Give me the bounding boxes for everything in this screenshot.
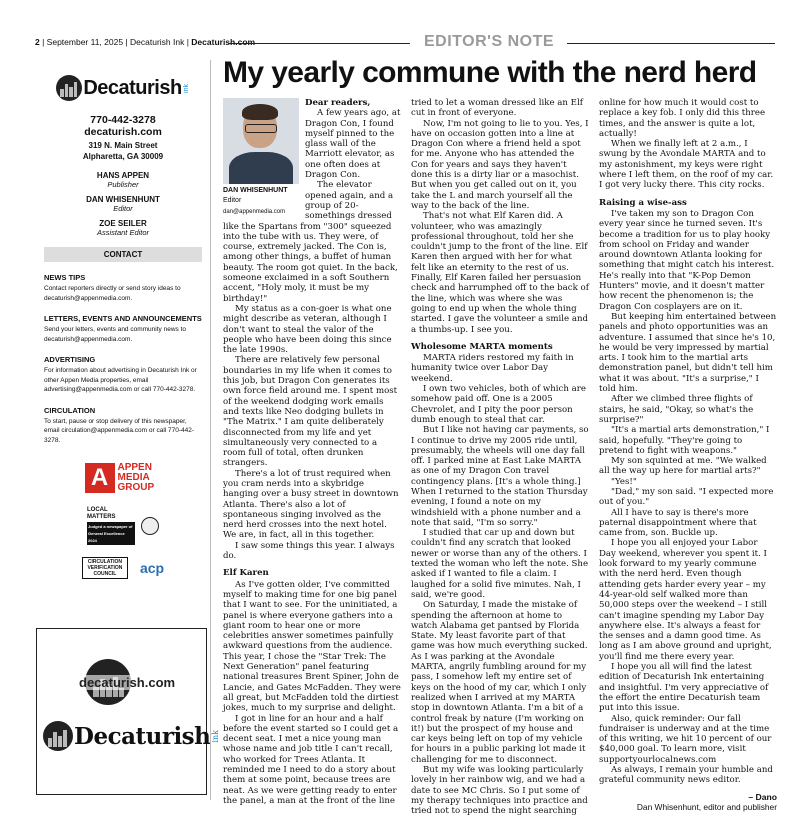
- paragraph: There's a lot of trust required when you cram nerds into a skybridge hanging over a busy street in downtown Atlanta. There's also a lot of spontaneous singing involved as the nerd herd crosses into the next hotel. We are, in fact, all in this together.: [223, 468, 399, 541]
- contact-heading: CONTACT: [44, 247, 202, 262]
- membership-badges: [44, 557, 202, 579]
- subhead: Raising a wise-ass: [599, 197, 687, 208]
- section-label: EDITOR'S NOTE: [423, 33, 555, 50]
- paragraph: I own two vehicles, both of which are somehow paid off. One is a 2005 Chevrolet, and I pity the poor person dumb enough to steal that car.: [411, 384, 586, 425]
- paragraph: After we climbed three flights of stairs, he said, "Okay, so what's the surprise?": [599, 394, 754, 425]
- paragraph: I've taken my son to Dragon Con every year since he turned seven. It's become a tradition for us to play hooky from school on Friday and wander around downtown Atlanta looking for something that might catch his interest. He's really into that "K-Pop Demon Hunters" movie, and it doesn't matter how recent the phenomenon is; the Dragon Con cosplayers are on it.: [599, 208, 775, 312]
- paragraph: Also, quick reminder: Our fall fundraiser is underway and at the time of this writing, we hit 10 percent of our $40,000 goal. To learn more, visit supportyourlocalnews.com: [599, 713, 772, 765]
- headline: My yearly commune with the nerd herd: [223, 56, 757, 89]
- paragraph: When we finally left at 2 a.m., I swung by the Avondale MARTA and to my astonishment, my keys were right where I left them, on the roof of my car. I got very lucky there. This city rocks.: [599, 139, 774, 191]
- subhead: Elf Karen: [223, 568, 269, 579]
- phone-number: 770-442-3278: [90, 114, 156, 126]
- folio: 2 | September 11, 2025 | Decaturish Ink | Decaturish.com: [35, 37, 256, 47]
- ad-site-text: decaturish.com: [79, 675, 176, 690]
- paragraph: I hope you all will find the latest edition of Decaturish Ink entertaining and insightful. I'm very appreciative of the effort the entire Decaturish team put into this issue.: [599, 662, 769, 714]
- header-rule-right: [567, 43, 775, 44]
- logo-suffix: ink: [182, 83, 190, 93]
- contact-text: For information about advertising in Decaturish Ink or other Appen Media properties, email advertising@appenmedia.com or call 770-442-3278.: [44, 367, 197, 393]
- paragraph: The elevator opened again, and a group of 20-somethings dressed like the Spartans from "300" squeezed into the tube with us. They were, of course, extremely jacked. The Con is, among other things, a buffet of human beauty. The room got quiet. In the back, someone exclaimed in a soft Southern accent, "Holy moly, it must be my birthday!": [223, 180, 398, 304]
- paragraph: But I like not having car payments, so I continue to drive my 2005 ride until, presumably, the wheels will one day fall off. I parked mine at East Lake MARTA as one of my Dragon Con travel contingency plans. [It's a whole thing.] When I returned to the station Thursday evening, I found a note on my windshield with a phone number and a note that said, "I'm so sorry.": [411, 425, 589, 528]
- circulation-verification-badge: CIRCULATION VERIFICATION COUNCIL: [82, 557, 128, 579]
- paragraph: My son squinted at me. "We walked all the way up here for martial arts?": [599, 456, 767, 477]
- author-photo-block: [223, 98, 299, 217]
- local-matters-sub: Judged a newspaper of General Excellence 2024: [87, 522, 135, 545]
- staff-role: Editor: [113, 204, 133, 213]
- contact-advertising: [44, 355, 202, 395]
- appen-media-text: APPEN MEDIA GROUP: [117, 462, 155, 493]
- paragraph: There are relatively few personal boundaries in my life when it comes to this job, but Dragon Con generates its own force field around me. I spent most of the weekend dodging work emails and texts like Neo dodging bullets in "The Matrix." I am quite deliberately disconnected from my life and yet simultaneously very connected to a room full of total, often drunken strangers.: [223, 355, 398, 469]
- ad-logo-suffix: ink: [211, 729, 221, 743]
- appen-media-logo: [44, 463, 202, 493]
- local-matters-text: LOCAL MATTERS: [87, 507, 116, 520]
- salutation: Dear readers,: [305, 98, 371, 108]
- paragraph: A few years ago, at Dragon Con, I found myself pinned to the glass wall of the Marriott elevator, as one often does at Dragon Con.: [305, 108, 401, 181]
- masthead-logo: [44, 68, 202, 108]
- address-line-1: 319 N. Main Street: [88, 141, 158, 150]
- column-divider: [210, 60, 211, 800]
- paragraph: I saw some things this year. I always do.: [223, 540, 395, 562]
- address-line-2: Alpharetta, GA 30009: [82, 152, 164, 161]
- contact-text: Send your letters, events and community news to decaturish@appenmedia.com.: [44, 326, 186, 343]
- contact-news-tips: [44, 273, 202, 303]
- paragraph: As always, I remain your humble and grateful community news editor.: [599, 765, 773, 786]
- ad-logo-wordmark: Decaturish: [74, 722, 211, 750]
- staff-list: [44, 171, 202, 237]
- contact-text: Contact reporters directly or send story ideas to decaturish@appenmedia.com.: [44, 285, 181, 302]
- paragraph: As I've gotten older, I've committed myself to making time for one big panel that I want to see. For the uninitiated, a panel is where everyone gathers into a giant room to hear one or more celebrities answer sometimes painfully awkward questions from the audience. This year, I chose the "Star Trek: The Next Generation" panel featuring national treasures Brent Spiner, John de Lancie, and Gates McFadden. They were all great, but McFadden told the dirtiest jokes, much to my surprise and delight.: [223, 579, 401, 714]
- paragraph: I hope you all enjoyed your Labor Day weekend, wherever you spent it. I look forward to my yearly commune with the nerd herd. Even though attending gets harder every year – my 44-year-old self walked more than 50,000 steps over the weekend – I still can't imagine spending my Labor Day anywhere else. It's always a feast for the senses and a damn good time. As long as I am above ground and upright, you'll find me there every year.: [599, 538, 772, 662]
- contact-title: NEWS TIPS: [44, 273, 86, 282]
- publication-name: Decaturish Ink: [130, 37, 185, 47]
- masthead-sidebar: [44, 60, 202, 579]
- paragraph: I got in line for an hour and a half before the event started so I could get a decent seat. I met a nice young man whose name and job title I can't recall, who worked for Trees Atlanta. It reminded me I need to do a story about them at some point, because trees are neat. As we were getting ready to enter the panel, a man at the front of the line: [223, 713, 399, 806]
- paragraph: That's not what Elf Karen did. A volunteer, who was amazingly professional throughout, told her she couldn't jump to the front of the line. Elf Karen then argued with her for what felt like an eternity to the rest of us. Finally, Elf Karen failed her persuasion check and harrumphed off to the back of the line, which was where she was going to end up when the whole thing started. I gave the volunteer a smile and a thumbs-up. I see you.: [411, 211, 589, 335]
- staff-name: HANS APPEN: [96, 171, 150, 180]
- contact-text: To start, pause or stop delivery of this newspaper, email circulation@appenmedia.com or call 770-442-3278.: [44, 417, 195, 444]
- paragraph: "Yes!": [611, 476, 637, 487]
- contact-circulation: [44, 406, 202, 446]
- contact-title: ADVERTISING: [44, 355, 96, 364]
- logo-wordmark: Decaturish: [83, 76, 182, 99]
- paragraph: But my wife was looking particularly lovely in her rainbow wig, and we had a date to see MC Chris. So I put some of my therapy techniques into practice and tried not to spend the night searching: [411, 765, 588, 817]
- signoff-title: Dan Whisenhunt, editor and publisher: [636, 801, 777, 812]
- award-badges: [44, 507, 202, 545]
- header-rule-left: [228, 43, 410, 44]
- contact-title: CIRCULATION: [44, 405, 96, 415]
- local-matters-badge: [87, 507, 135, 545]
- paragraph: I studied that car up and down but couldn't find any scratch that looked newer or worse than any of the others. I texted the woman who left the note. She asked if I wanted to file a claim. I laughed for a solid five minutes. Nah, I said, we're good.: [411, 528, 589, 600]
- paragraph: tried to let a woman dressed like an Elf cut in front of everyone.: [411, 98, 583, 119]
- website[interactable]: decaturish.com: [84, 126, 162, 138]
- staff-name: ZOE SEILER: [99, 219, 147, 228]
- paragraph: MARTA riders restored my faith in humanity twice over Labor Day weekend.: [411, 353, 574, 384]
- author-name: DAN WHISENHUNT: [223, 187, 288, 194]
- contact-block: [44, 114, 202, 162]
- seal-icon: [141, 517, 159, 535]
- article-column-2: [411, 98, 589, 816]
- page-number: 2: [35, 37, 40, 47]
- paragraph: But keeping him entertained between panels and photo opportunities was an adventure. I assumed that since he's 10, he would be very impressed by martial arts. I took him to the martial arts demonstration panel, but didn't tell him what it was about. "It's a surprise," I told him.: [599, 311, 777, 395]
- contact-title: LETTERS, EVENTS AND ANNOUNCEMENTS: [44, 314, 202, 323]
- contact-letters: [44, 314, 202, 344]
- paragraph: My status as a con-goer is what one might describe as veteran, although I don't want to steal the valor of the people who have been doing this since the late 1990s.: [223, 303, 392, 356]
- folio-site: Decaturish.com: [191, 37, 256, 47]
- acp-badge: acp: [139, 560, 165, 576]
- staff-role: Assistant Editor: [96, 228, 150, 237]
- author-role: Editor: [223, 197, 242, 205]
- paragraph: All I have to say is there's more paternal disappointment where that came from, son. Buckle up.: [599, 507, 757, 539]
- article-column-3: [599, 98, 777, 812]
- paragraph: "Dad," my son said. "I expected more out of you.": [599, 486, 774, 508]
- appen-a-icon: A: [85, 463, 115, 493]
- ad-logo: [43, 721, 220, 751]
- signoff: – Dano: [748, 791, 777, 802]
- subhead: Wholesome MARTA moments: [411, 341, 553, 352]
- staff-role: Publisher: [107, 180, 139, 189]
- author-photo: [223, 98, 299, 184]
- paragraph: Now, I'm not going to lie to you. Yes, I have on occasion gotten into a line at Dragon Con where a friend held a spot for me. Anyone who has attended the Con for years and says they haven't done this is a dirty liar or a masochist. But when you get called out on it, you take the L and march yourself all the way to the back of the line.: [411, 118, 589, 211]
- staff-name: DAN WHISENHUNT: [86, 195, 160, 204]
- paragraph: online for how much it would cost to replace a key fob. I only did this three times, and the answer is quite a lot, actually!: [599, 98, 766, 139]
- author-email[interactable]: dan@appenmedia.com: [223, 208, 286, 215]
- decaturish-ad[interactable]: [36, 628, 221, 795]
- paragraph: On Saturday, I made the mistake of spending the afternoon at home to watch Alabama get pantsed by Florida State. My least favorite part of that game was how much everything sucked. As I was parking at the Avondale MARTA, angrily fumbling around for my pass, I somehow left my entire set of keys on the hood of my car, which I only realized when I arrived at my MARTA stop in downtown Atlanta. I'm a bit of a control freak by nature (I'm working on it!) but the prospect of my house and car keys being left on top of my vehicle for hours in a public parking lot made it challenging for me to disconnect.: [411, 600, 588, 765]
- skyline-logo-icon: [56, 75, 82, 101]
- skyline-logo-icon: [43, 721, 73, 751]
- paragraph: "It's a martial arts demonstration," I said, hopefully. "They're going to pretend to fight with weapons.": [599, 425, 770, 456]
- article-column-1: [223, 98, 401, 806]
- issue-date: September 11, 2025: [46, 37, 124, 47]
